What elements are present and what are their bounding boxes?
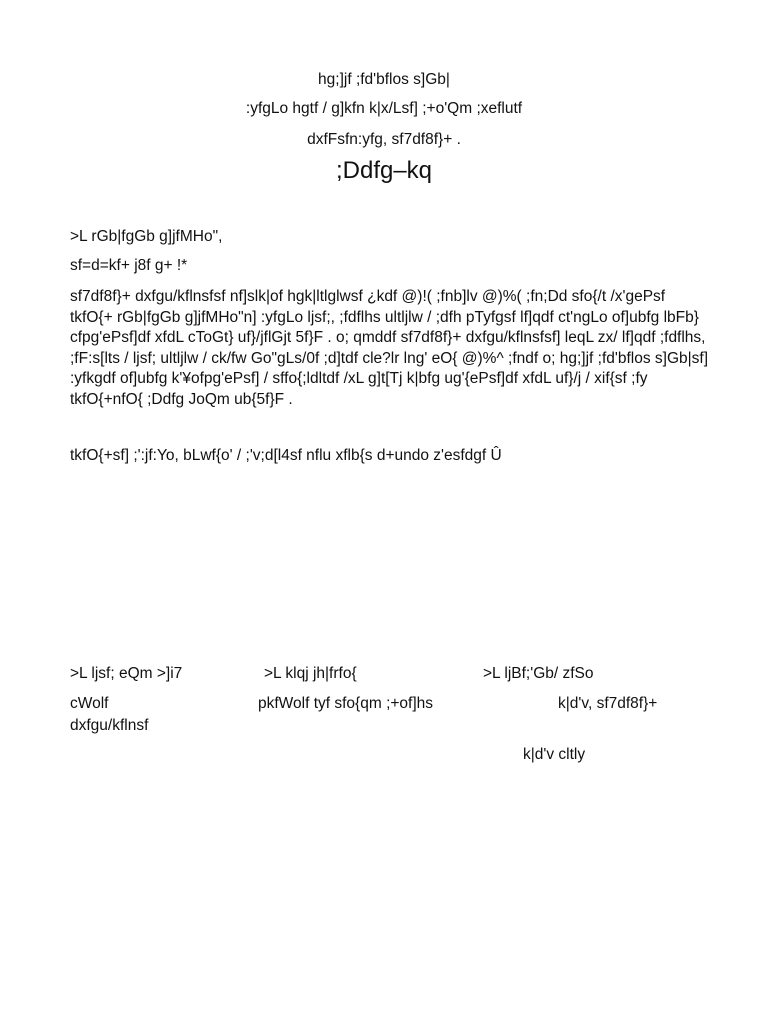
signatory-name-3: >L ljBf;'Gb/ zfSo (483, 665, 594, 682)
salutation: >L rGb|fgGb g]jfMHo", (70, 228, 223, 245)
signatory-name-2: >L klqj jh|frfo{ (264, 665, 357, 682)
certificate-title: ;Ddfg–kq (335, 157, 433, 184)
recipient-address: sf=d=kf+ j8f g+ !* (70, 257, 188, 274)
header-line-1: hg;]jf ;fd'bflos s]Gb| (318, 71, 450, 88)
signatory-role-3-continued: dxfgu/kflnsf (70, 717, 149, 734)
header-line-3: dxfFsfn:yfg, sf7df8f}+ . (307, 131, 461, 148)
signatory-name-1: >L ljsf; eQm >]i7 (70, 665, 183, 682)
body-paragraph-1: sf7df8f}+ dxfgu/kflnsfsf nf]slk|of hgk|ltlglwsf ¿kdf @)!( ;fnb]lv @)%( ;fn;Dd sfo{/t /x'gePsf tkfO{+ rGb|fgGb g]jfMHo"n] :yfgLo ljsf;, ;fdflhs ultljlw / ;dfh pTyfgsf lf]qdf ct'ngLo of]ubfg lbFb} cfpg'ePsf]df xfdL cToGt} uf}/jflGjt 5f}F . o; qmddf sf7df8f}+ dxfgu/kflnsfsf] leqL zx/ lf]qdf ;fdflhs, ;fF:s[lts / ljsf; ultljlw / ck/fw Go"gLs/0f ;d]tdf cle?lr lng' eO{ @)%^ ;fndf o; hg;]jf ;fd'bflos s]Gb|sf] :yfkgdf of]ubfg k'¥ofpg'ePsf] / sffo{;ldltdf /xL g]t[Tj k|bfg ug'{ePsf]df xfdL uf}/j / xif{sf ;fy tkfO{+nfO{ ;Ddfg JoQm ub{5f}F . (70, 288, 709, 408)
signatory-role-2: pkfWolf tyf sfo{qm ;+of]hs (258, 695, 434, 712)
signatory-role-3: k|d'v, sf7df8f}+ (558, 695, 658, 712)
header-line-2: :yfgLo hgtf / g]kfn k|x/Lsf] ;+o'Qm ;xeflutf (245, 100, 523, 117)
body-paragraph-2: tkfO{+sf] ;':jf:Yo, bLwf{o' / ;'v;d[l4sf nflu xflb{s d+undo z'esfdgf Û (70, 447, 502, 464)
signatory-role-1: cWolf (70, 695, 109, 712)
chief-guest-label: k|d'v cltly (523, 746, 586, 763)
